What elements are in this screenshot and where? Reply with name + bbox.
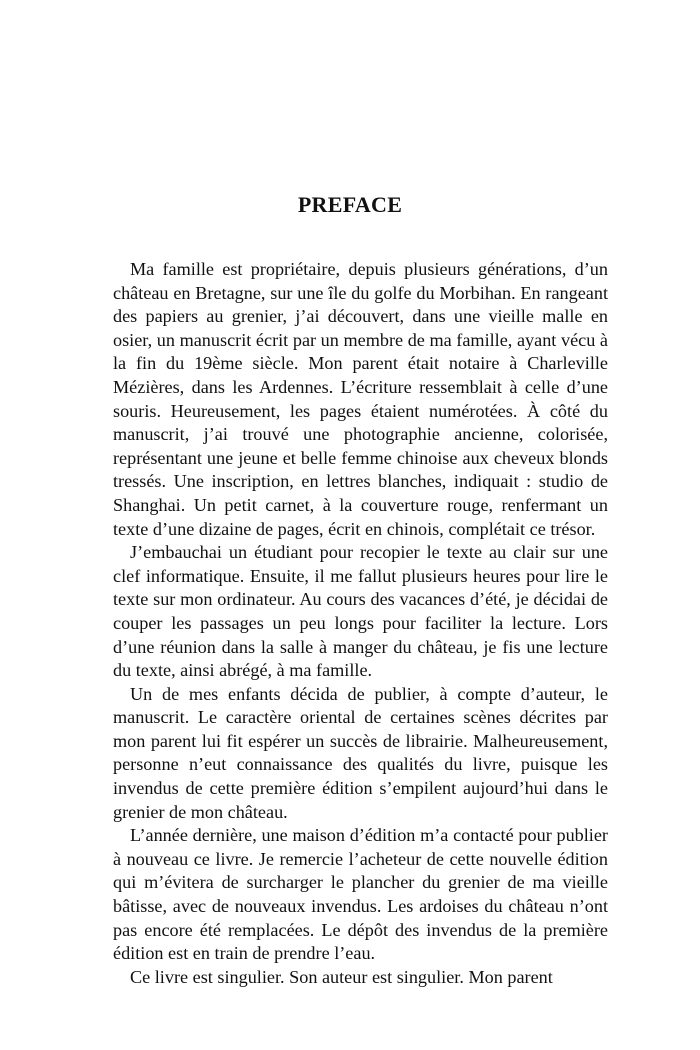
paragraph: L’année dernière, une maison d’édition m’a contacté pour publier à nouveau ce livre. Je remercie l’acheteur de cette nouvelle édition qui m’évitera de surcharger le plancher du grenier de ma vieille bâtisse, avec de nouveaux invendus. Les ardoises du château n’ont pas encore été remplacées. Le dépôt des invendus de la première édition est en train de prendre l’eau. bbox=[113, 825, 608, 964]
paragraph: J’embauchai un étudiant pour recopier le texte au clair sur une clef informatique. Ensuite, il me fallut plusieurs heures pour lire le texte sur mon ordinateur. Au cours des vacances d’été, je décidai de couper les passages un peu longs pour faciliter la lecture. Lors d’une réunion dans la salle à manger du château, je fis une lecture du texte, ainsi abrégé, à ma famille. bbox=[113, 542, 608, 681]
paragraph: Un de mes enfants décida de publier, à compte d’auteur, le manuscrit. Le caractère oriental de certaines scènes décrites par mon parent lui fit espérer un succès de librairie. Malheureusement, personne n’eut connaissance des qualités du livre, puisque les invendus de cette première édition s’empilent aujourd’hui dans le grenier de mon château. bbox=[113, 683, 608, 822]
page-title: PREFACE bbox=[297, 192, 403, 217]
body-text bbox=[113, 258, 608, 989]
paragraph: Ce livre est singulier. Son auteur est singulier. Mon parent bbox=[130, 966, 553, 987]
paragraph: Ma famille est propriétaire, depuis plusieurs générations, d’un château en Bretagne, sur une île du golfe du Morbihan. En rangeant des papiers au grenier, j’ai découvert, dans une vieille malle en osier, un manuscrit écrit par un membre de ma famille, ayant vécu à la fin du 19ème siècle. Mon parent était notaire à Charleville Mézières, dans les Ardennes. L’écriture ressemblait à celle d’une souris. Heureusement, les pages étaient numérotées. À côté du manuscrit, j’ai trouvé une photographie ancienne, colorisée, représentant une jeune et belle femme chinoise aux cheveux blonds tressés. Une inscription, en lettres blanches, indiquait : studio de Shanghai. Un petit carnet, à la couverture rouge, renfermant un texte d’une dizaine de pages, écrit en chinois, complétait ce trésor. bbox=[113, 259, 608, 539]
